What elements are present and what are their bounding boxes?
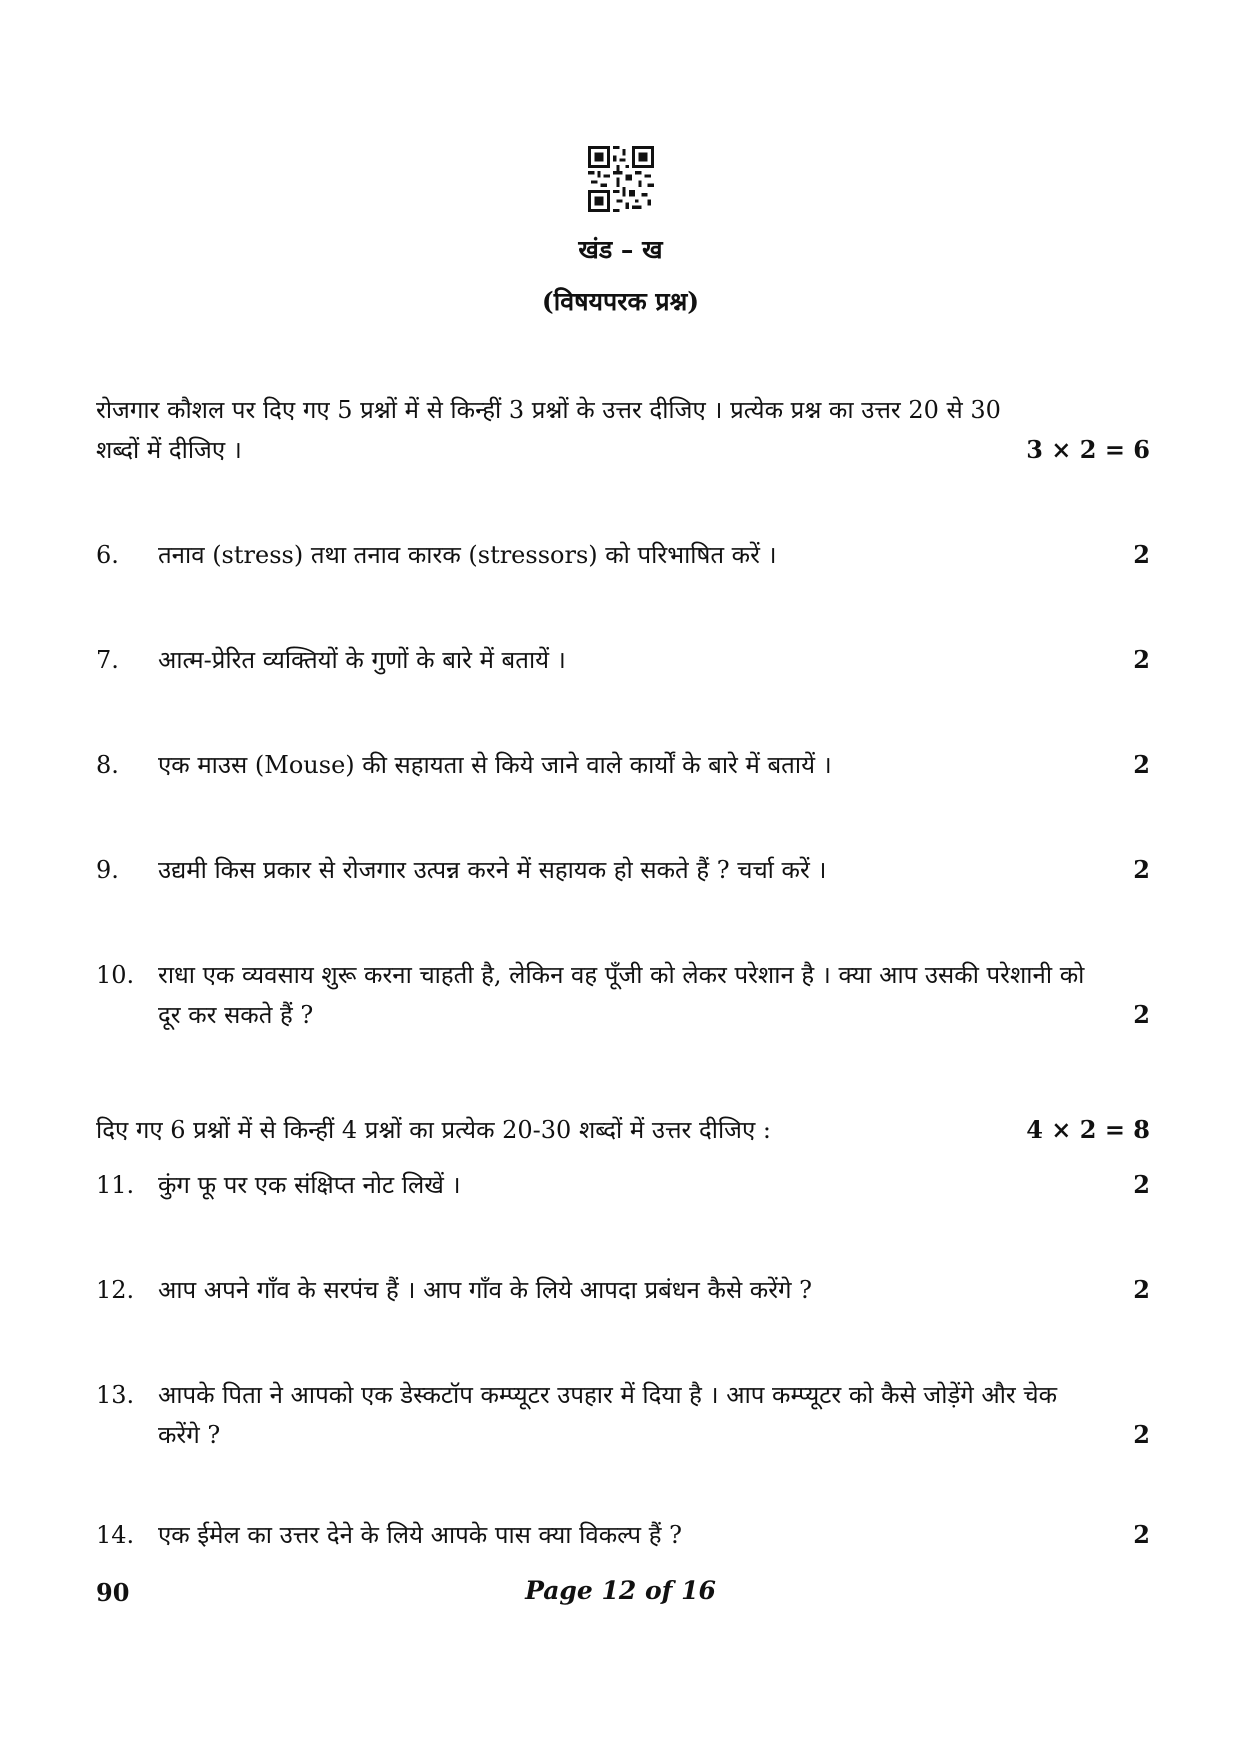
question-text: एक ईमेल का उत्तर देने के लिये आपके पास क्या विकल्प हैं ? [158, 1521, 682, 1549]
paper-code: 90 [96, 1578, 130, 1607]
instruction-2-marks: 4 × 2 = 8 [1026, 1115, 1150, 1144]
question-marks: 2 [1133, 645, 1150, 674]
question-marks: 2 [1133, 1520, 1150, 1549]
question-number: 7. [96, 646, 119, 674]
question-marks: 2 [1133, 540, 1150, 569]
question-text: आप अपने गाँव के सरपंच हैं । आप गाँव के लिये आपदा प्रबंधन कैसे करेंगे ? [158, 1276, 813, 1304]
question-marks: 2 [1133, 1275, 1150, 1304]
question-text: तनाव (stress) तथा तनाव कारक (stressors) को परिभाषित करें । [158, 541, 777, 569]
question-number: 11. [96, 1171, 135, 1199]
question-marks: 2 [1133, 855, 1150, 884]
question-number: 6. [96, 541, 119, 569]
question-marks: 2 [1133, 750, 1150, 779]
instruction-2-text: दिए गए 6 प्रश्नों में से किन्हीं 4 प्रश्नों का प्रत्येक 20-30 शब्दों में उत्तर दीजिए : [96, 1116, 771, 1144]
question-number: 10. [96, 961, 135, 989]
question-text: राधा एक व्यवसाय शुरू करना चाहती है, लेकिन वह पूँजी को लेकर परेशान है । क्या आप उसकी परेशानी को दूर कर सकते हैं ? [158, 961, 1085, 1029]
question-text: आपके पिता ने आपको एक डेस्कटॉप कम्प्यूटर उपहार में दिया है । आप कम्प्यूटर को कैसे जोड़ेंगे और चेक करेंगे ? [158, 1381, 1058, 1449]
qr-code-icon [588, 146, 654, 212]
instruction-1-marks: 3 × 2 = 6 [1026, 435, 1150, 464]
question-text: आत्म-प्रेरित व्यक्तियों के गुणों के बारे में बतायें । [158, 646, 566, 674]
page-number: Page 12 of 16 [525, 1576, 716, 1605]
question-text: कुंग फू पर एक संक्षिप्त नोट लिखें । [158, 1171, 461, 1199]
instruction-1 [96, 390, 1150, 470]
question-marks: 2 [1133, 1170, 1150, 1199]
question-marks: 2 [1133, 1420, 1150, 1449]
question-text: उद्यमी किस प्रकार से रोजगार उत्पन्न करने में सहायक हो सकते हैं ? चर्चा करें । [158, 856, 827, 884]
question-number: 12. [96, 1276, 135, 1304]
instruction-1-line-2: शब्दों में दीजिए । [96, 436, 242, 464]
section-title: खंड – ख [578, 235, 663, 264]
question-number: 9. [96, 856, 119, 884]
question-marks: 2 [1133, 1000, 1150, 1029]
question-text: एक माउस (Mouse) की सहायता से किये जाने वाले कार्यों के बारे में बतायें । [158, 751, 832, 779]
question-number: 13. [96, 1381, 135, 1409]
section-subtitle: (विषयपरक प्रश्न) [541, 287, 700, 316]
question-number: 8. [96, 751, 119, 779]
instruction-2 [96, 1110, 1150, 1150]
question-number: 14. [96, 1521, 135, 1549]
instruction-1-line-1: रोजगार कौशल पर दिए गए 5 प्रश्नों में से किन्हीं 3 प्रश्नों के उत्तर दीजिए । प्रत्येक प्रश्न का उत्तर 20 से 30 [96, 396, 1001, 424]
